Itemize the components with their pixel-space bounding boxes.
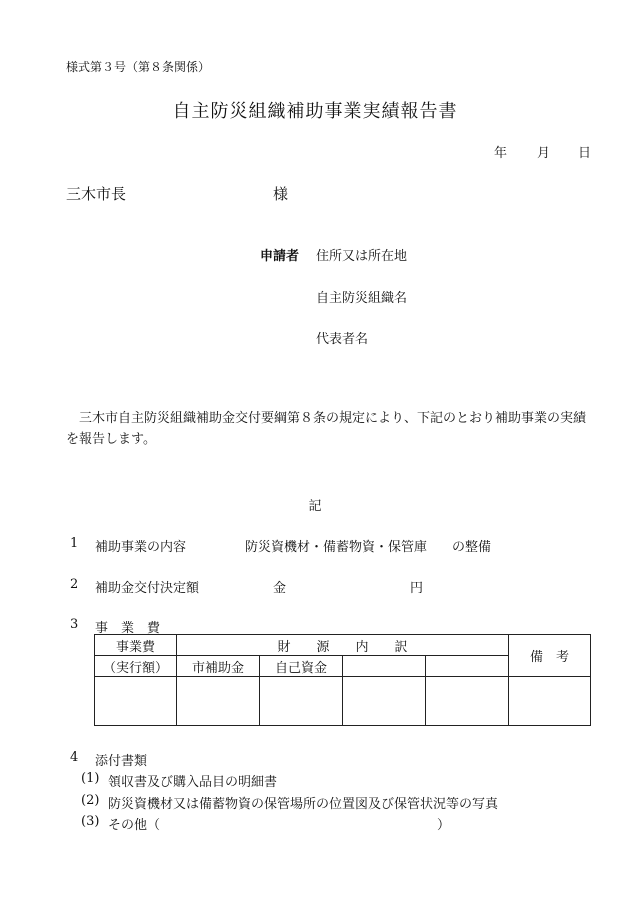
item3-number: 3 (70, 617, 79, 632)
attachment-1-text: 領収書及び購入品目の明細書 (108, 775, 278, 790)
city-subsidy-cell (177, 677, 260, 726)
item1-number: 1 (70, 536, 79, 551)
blank-header-2 (426, 656, 509, 677)
item3-label: 事 業 費 (95, 621, 161, 636)
applicant-label: 申請者 (260, 249, 300, 264)
date-year: 年 (494, 146, 508, 161)
date-day: 日 (578, 146, 592, 161)
blank-header-1 (343, 656, 426, 677)
own-funds-cell (260, 677, 343, 726)
ki-heading: 記 (308, 499, 322, 514)
applicant-address-label: 住所又は所在地 (316, 249, 408, 264)
item2-number: 2 (70, 577, 79, 592)
attachment-1-number: (1) (81, 771, 100, 786)
item1-value: 防災資機材・備蓄物資・保管庫 (245, 540, 428, 555)
body-paragraph: 三木市自主防災組織補助金交付要綱第８条の規定により、下記のとおり補助事業の実績を報告します。 (66, 411, 587, 447)
attachment-3-text: その他（ (108, 818, 161, 833)
cost-cell (95, 677, 177, 726)
applicant-representative-label: 代表者名 (316, 332, 369, 347)
addressee-honorific: 様 (273, 185, 289, 203)
own-funds-header: 自己資金 (260, 656, 343, 677)
remarks-cell (509, 677, 591, 726)
form-number: 様式第３号（第８条関係） (66, 60, 211, 74)
attachment-2-text: 防災資機材又は備蓄物資の保管場所の位置図及び保管状況等の写真 (108, 797, 499, 812)
cost-header: 事業費 (95, 635, 177, 656)
item1-suffix: の整備 (452, 540, 492, 555)
addressee-name: 三木市長 (66, 185, 127, 203)
item4-number: 4 (70, 750, 79, 765)
date-month: 月 (537, 146, 551, 161)
attachment-3-close: ） (437, 818, 451, 833)
blank-cell-2 (426, 677, 509, 726)
item1-label: 補助事業の内容 (95, 540, 187, 555)
item2-prefix: 金 (273, 581, 287, 596)
blank-cell-1 (343, 677, 426, 726)
applicant-organization-label: 自主防災組織名 (316, 291, 408, 306)
attachment-3-number: (3) (81, 814, 100, 829)
budget-table (94, 634, 591, 726)
funding-breakdown-header: 財 源 内 訳 (177, 635, 509, 656)
attachment-2-number: (2) (81, 793, 100, 808)
remarks-header: 備 考 (509, 635, 591, 677)
item2-unit: 円 (410, 581, 424, 596)
item4-label: 添付書類 (95, 754, 148, 769)
city-subsidy-header: 市補助金 (177, 656, 260, 677)
item2-label: 補助金交付決定額 (95, 581, 200, 596)
cost-subheader: （実行額） (95, 656, 177, 677)
page-title: 自主防災組織補助事業実績報告書 (172, 101, 458, 122)
